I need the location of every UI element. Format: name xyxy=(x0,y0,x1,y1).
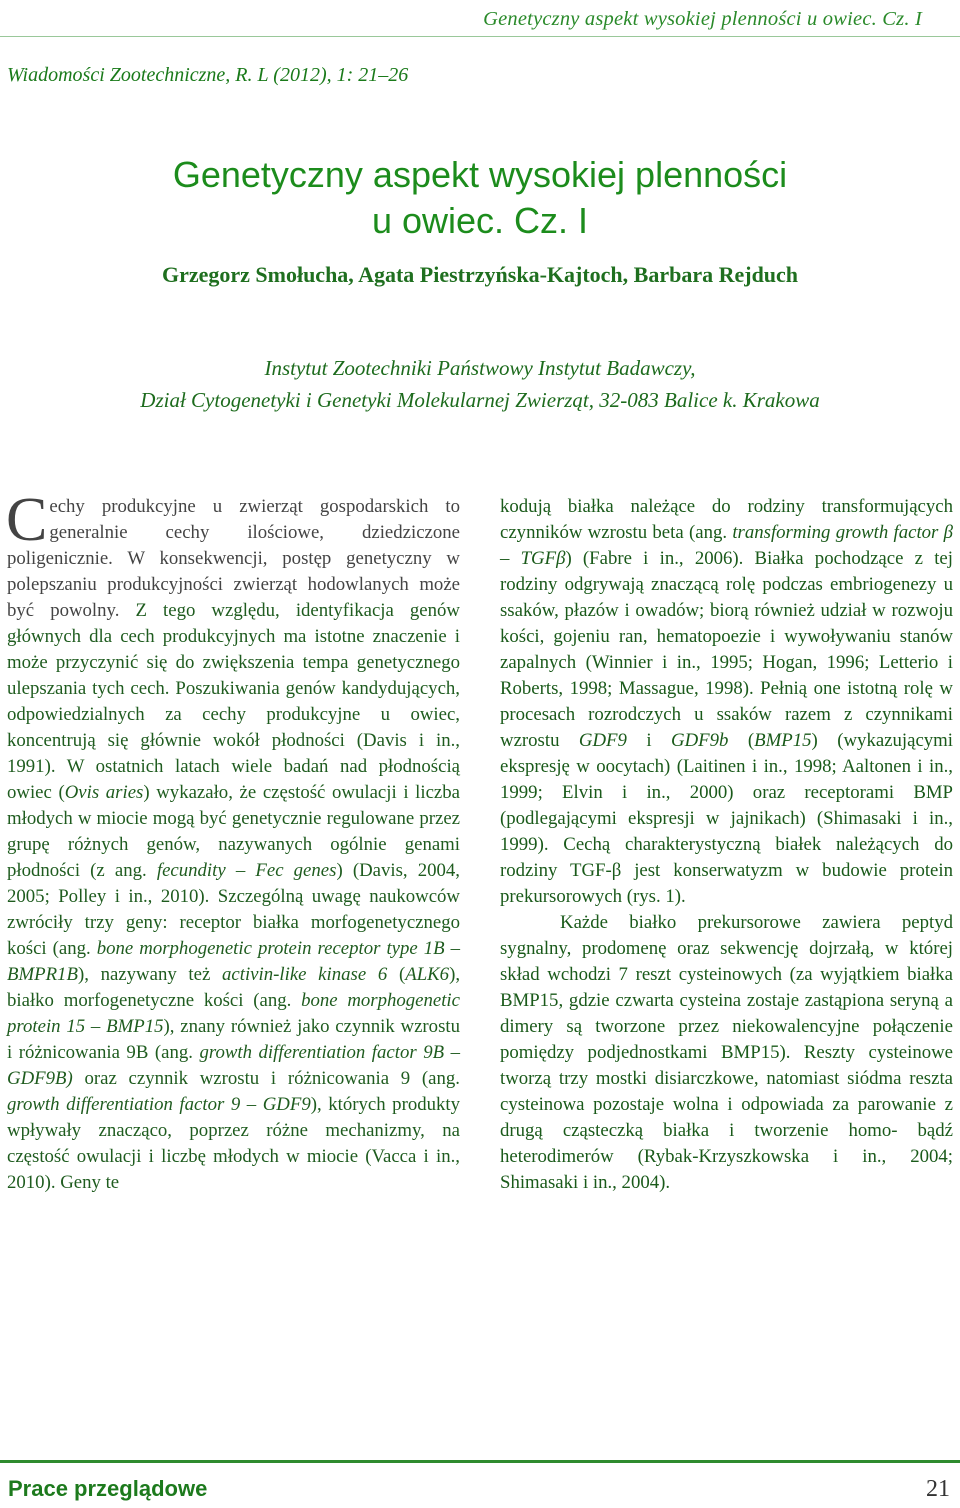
title-line-1: Genetyczny aspekt wysokiej plenności xyxy=(172,154,788,195)
italic-term: BMP15 xyxy=(754,730,812,751)
right-column xyxy=(500,494,953,1196)
body-text: ( xyxy=(387,964,406,985)
italic-term: bone morphogenetic protein 15 – BMP15 xyxy=(7,990,460,1037)
drop-cap: C xyxy=(6,486,48,554)
italic-term: transforming growth factor β – TGFβ xyxy=(500,522,953,569)
italic-term: fecundity – Fec genes xyxy=(156,860,337,881)
affiliation xyxy=(0,352,960,416)
body-text: i xyxy=(626,730,672,751)
body-text: ) (Davis, 2004, 2005; Polley i in., 2010). Szczególną uwagę naukowców zwróciły trzy geny: receptor białka morfogenetycznego kości (ang. xyxy=(7,860,461,959)
affiliation-line-2: Dział Cytogenetyki i Genetyki Molekularnej Zwierząt, 32-083 Balice k. Krakowa xyxy=(140,388,820,412)
header-rule xyxy=(0,36,960,37)
right-paragraph-2: Każde białko prekursorowe zawiera peptyd sygnalny, prodomenę oraz sekwencję dojrzałą, w której skład wchodzi 7 reszt cysteinowych (za wyjątkiem białka BMP15, gdzie czwarta cysteina zostaje zastąpiona seryną a dimery są tworzone przez niekowalencyjne połączenie pomiędzy podjednostkami BMP15). Reszty cysteinowe tworzą trzy mostki disiarczkowe, natomiast siódma reszta cysteinowa pozostaje wolna i odpowiada za parowanie z drugą cząsteczką białka i tworzenie homo- bądź heterodimerów (Rybak-Krzyszkowska i in., 2004; Shimasaki i in., 2004). xyxy=(500,912,953,1193)
body-text: oraz czynnik wzrostu i różnicowania 9 (ang. xyxy=(72,1068,460,1089)
section-label: Prace przeglądowe xyxy=(8,1476,208,1501)
italic-term: Ovis aries xyxy=(64,782,144,803)
italic-term: ALK6 xyxy=(405,964,450,985)
right-paragraph-1 xyxy=(500,494,953,910)
body-text: kodują białka należące do rodziny transformujących czynników wzrostu beta (ang. xyxy=(500,496,953,543)
running-head: Genetyczny aspekt wysokiej plenności u owiec. Cz. I xyxy=(483,8,922,30)
body-text: ) wykazało, że częstość owulacji i liczba młodych w miocie mogą być genetycznie regulowane przez grupę różnych genów, nazywanych ogólnie genami płodności (z ang. xyxy=(7,782,460,881)
body-text: ), białko morfogenetyczne kości (ang. xyxy=(7,964,461,1011)
italic-term: activin-like kinase 6 xyxy=(222,964,388,985)
left-column xyxy=(6,486,461,1196)
title-line-2: u owiec. Cz. I xyxy=(371,200,589,241)
body-text: ), nazywany też xyxy=(77,964,223,985)
authors: Grzegorz Smołucha, Agata Piestrzyńska-Kajtoch, Barbara Rejduch xyxy=(161,262,799,287)
body-text: ) (Fabre i in., 2006). Białka pochodzące z tej rodziny odgrywają znaczącą rolę podczas embriogenezy u ssaków, płazów i owadów; biorą również udział w rozwoju kości, gojeniu ran, hematopoezie i wywoływaniu stanów zapalnych (Winnier i in., 1995; Hogan, 1996; Letterio i Roberts, 1998; Massague, 1998). Pełnią one istotną rolę w procesach rozrodczych u ssaków razem z czynnikami wzrostu xyxy=(500,548,953,751)
page-number: 21 xyxy=(926,1476,950,1502)
body-text: Z tego względu, identyfikacja genów głównych dla cech produkcyjnych ma istotne znaczenie i może przyczynić się do zwiększenia tempa genetycznego ulepszania tych cech. Poszukiwania genów kandydujących, odpowiedzialnych za cechy produkcyjne u owiec, koncentrują się głównie wokół płodności (Davis i in., 1991). W ostatnich latach wiele badań nad płodnością owiec ( xyxy=(7,600,460,803)
journal-citation: Wiadomości Zootechniczne, R. L (2012), 1: 21–26 xyxy=(7,64,409,86)
footer-rule xyxy=(0,1460,960,1463)
body-text: ( xyxy=(728,730,755,751)
italic-term: GDF9 xyxy=(578,730,627,751)
italic-term: GDF9b xyxy=(671,730,729,751)
article-title xyxy=(0,152,960,244)
italic-term: growth differentiation factor 9 – GDF9 xyxy=(7,1094,311,1115)
lead-text: echy produkcyjne u zwierząt gospodarskich to generalnie cechy ilościowe, dziedziczone poligenicznie. W konsekwencji, postęp genetyczny w polepszaniu produkcyjności zwierząt hodowlanych może być powolny. xyxy=(7,496,460,621)
left-paragraph xyxy=(6,486,461,1196)
body-text: ), których produkty wpływały znacząco, poprzez różne mechanizmy, na częstość owulacji i liczbę młodych w miocie (Vacca i in., 2010). Geny te xyxy=(7,1094,460,1193)
italic-term: growth differentiation factor 9B – GDF9B) xyxy=(7,1042,460,1089)
body-text: ), znany również jako czynnik wzrostu i różnicowania 9B (ang. xyxy=(7,1016,460,1063)
body-text: ) (wykazującymi ekspresję w oocytach) (Laitinen i in., 1998; Aaltonen i in., 1999; Elvin i in., 2000) oraz receptorami BMP (podlegającymi ekspresji w jajnikach) (Shimasaki i in., 1999). Cechą charakterystyczną białek należących do rodziny TGF-β jest konserwatyzm w budowie protein prekursorowych (rys. 1). xyxy=(500,730,954,907)
affiliation-line-1: Instytut Zootechniki Państwowy Instytut Badawczy, xyxy=(264,356,696,380)
italic-term: bone morphogenetic protein receptor type 1B – BMPR1B xyxy=(7,938,461,985)
